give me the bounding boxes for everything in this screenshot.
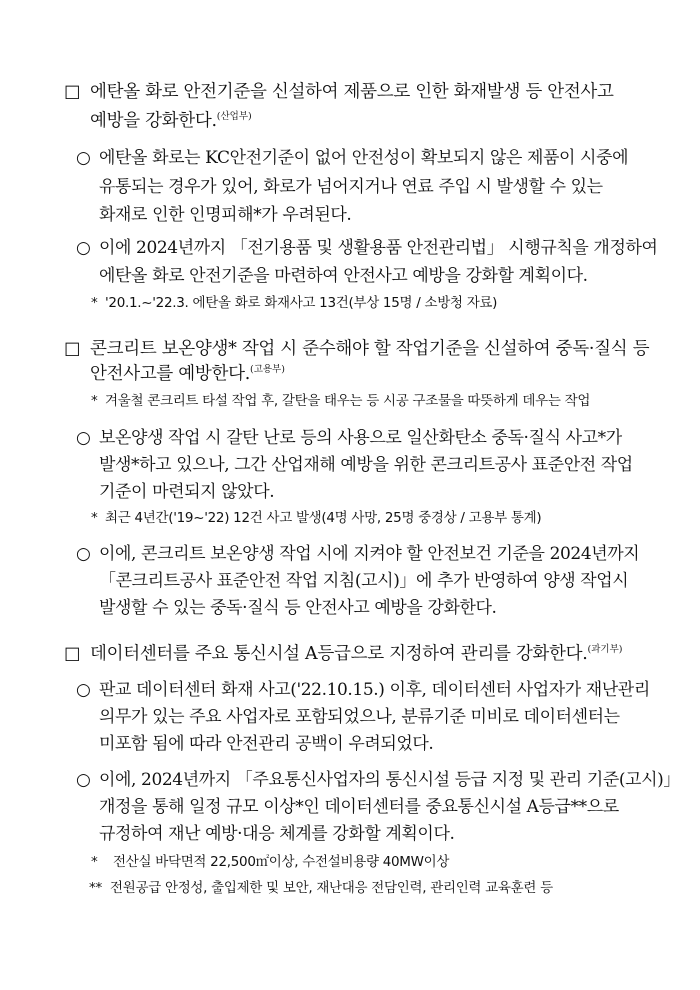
circle-bullet-icon: ○ [76,148,91,168]
section-2-definition-note: * 겨울철 콘크리트 타설 작업 후, 갈탄을 태우는 등 시공 구조물을 따뜻하게 데우는 작업 [91,393,591,409]
section-3-heading-line-1: □ 데이터센터를 주요 통신시설 A등급으로 지정하여 관리를 강화한다.$^{(과기부)}$ [64,644,623,664]
ministry-tag: (고용부) [249,364,285,375]
circle-bullet-icon: ○ [76,428,91,448]
asterisk-marker: * [91,393,98,409]
section-1-item-1-line-2: 유통되는 경우가 있어, 화로가 넘어지거나 연료 주입 시 발생할 수 있는 [99,177,603,197]
asterisk-marker: * [91,510,98,526]
section-2-footnote: * 최근 4년간('19~'22) 12건 사고 발생(4명 사망, 25명 중경상 / 고용부 통계) [91,510,542,526]
section-2-item-2-line-1: ○ 이에, 콘크리트 보온양생 작업 시에 지켜야 할 안전보건 기준을 2024년까지 [76,544,640,564]
section-1-item-2-line-1: ○ 이에 2024년까지 「전기용품 및 생활용품 안전관리법」 시행규칙을 개정하여 [76,238,658,258]
square-bullet-icon: □ [64,644,81,664]
square-bullet-icon: □ [64,82,81,102]
ministry-tag: (과기부) [587,644,623,655]
ministry-tag: (산업부) [216,111,252,122]
section-3-item-1-line-2: 의무가 있는 주요 사업자로 포함되었으나, 분류기준 미비로 데이터센터는 [99,707,620,727]
section-1-footnote: * '20.1.~'22.3. 에탄올 화로 화재사고 13건(부상 15명 / 소방청 자료) [91,295,498,311]
section-3-item-2-line-2: 개정을 통해 일정 규모 이상*인 데이터센터를 중요통신시설 A등급**으로 [99,797,619,817]
section-1-heading-line-1: □ 에탄올 화로 안전기준을 신설하여 제품으로 인한 화재발생 등 안전사고 [64,82,614,102]
circle-bullet-icon: ○ [76,238,91,258]
section-3-item-1-line-3: 미포함 됨에 따라 안전관리 공백이 우려되었다. [99,734,434,754]
section-1-item-2-line-2: 에탄올 화로 안전기준을 마련하여 안전사고 예방을 강화할 계획이다. [99,266,588,286]
section-3-item-2-line-1: ○ 이에, 2024년까지 「주요통신사업자의 통신시설 등급 지정 및 관리 기준(고시)」 [76,770,680,790]
section-2-item-1-line-2: 발생*하고 있으나, 그간 산업재해 예방을 위한 콘크리트공사 표준안전 작업 [99,455,633,475]
asterisk-marker: * [91,295,98,311]
section-1-item-1-line-1: ○ 에탄올 화로는 KC안전기준이 없어 안전성이 확보되지 않은 제품이 시중에 [76,148,629,168]
circle-bullet-icon: ○ [76,770,91,790]
section-1-item-1-line-3: 화재로 인한 인명피해*가 우려된다. [99,205,352,225]
section-2-item-1-line-3: 기준이 마련되지 않았다. [99,482,275,502]
section-2-item-2-line-2: 「콘크리트공사 표준안전 작업 지침(고시)」에 추가 반영하여 양생 작업시 [99,571,629,591]
section-3-item-1-line-1: ○ 판교 데이터센터 화재 사고('22.10.15.) 이후, 데이터센터 사업자가 재난관리 [76,680,650,700]
section-1-heading-line-2: 예방을 강화한다.$^{(산업부)}$ [90,111,252,131]
square-bullet-icon: □ [64,339,81,359]
double-asterisk-marker: ** [89,880,102,896]
section-2-item-2-line-3: 발생할 수 있는 중독·질식 등 안전사고 예방을 강화한다. [99,598,497,618]
section-3-footnote-2: ** 전원공급 안정성, 출입제한 및 보안, 재난대응 전담인력, 관리인력 교육훈련 등 [89,880,553,896]
section-3-footnote-1: * 전산실 바닥면적 22,500㎡이상, 수전설비용량 40MW이상 [91,854,450,870]
section-2-heading-line-2: 안전사고를 예방한다.$^{(고용부)}$ [90,364,285,384]
section-3-item-2-line-3: 규정하여 재난 예방·대응 체계를 강화할 계획이다. [99,824,455,844]
circle-bullet-icon: ○ [76,544,91,564]
section-2-heading-line-1: □ 콘크리트 보온양생* 작업 시 준수해야 할 작업기준을 신설하여 중독·질식 등 [64,339,650,359]
section-2-item-1-line-1: ○ 보온양생 작업 시 갈탄 난로 등의 사용으로 일산화탄소 중독·질식 사고*가 [76,428,622,448]
circle-bullet-icon: ○ [76,680,91,700]
asterisk-marker: * [91,854,98,870]
